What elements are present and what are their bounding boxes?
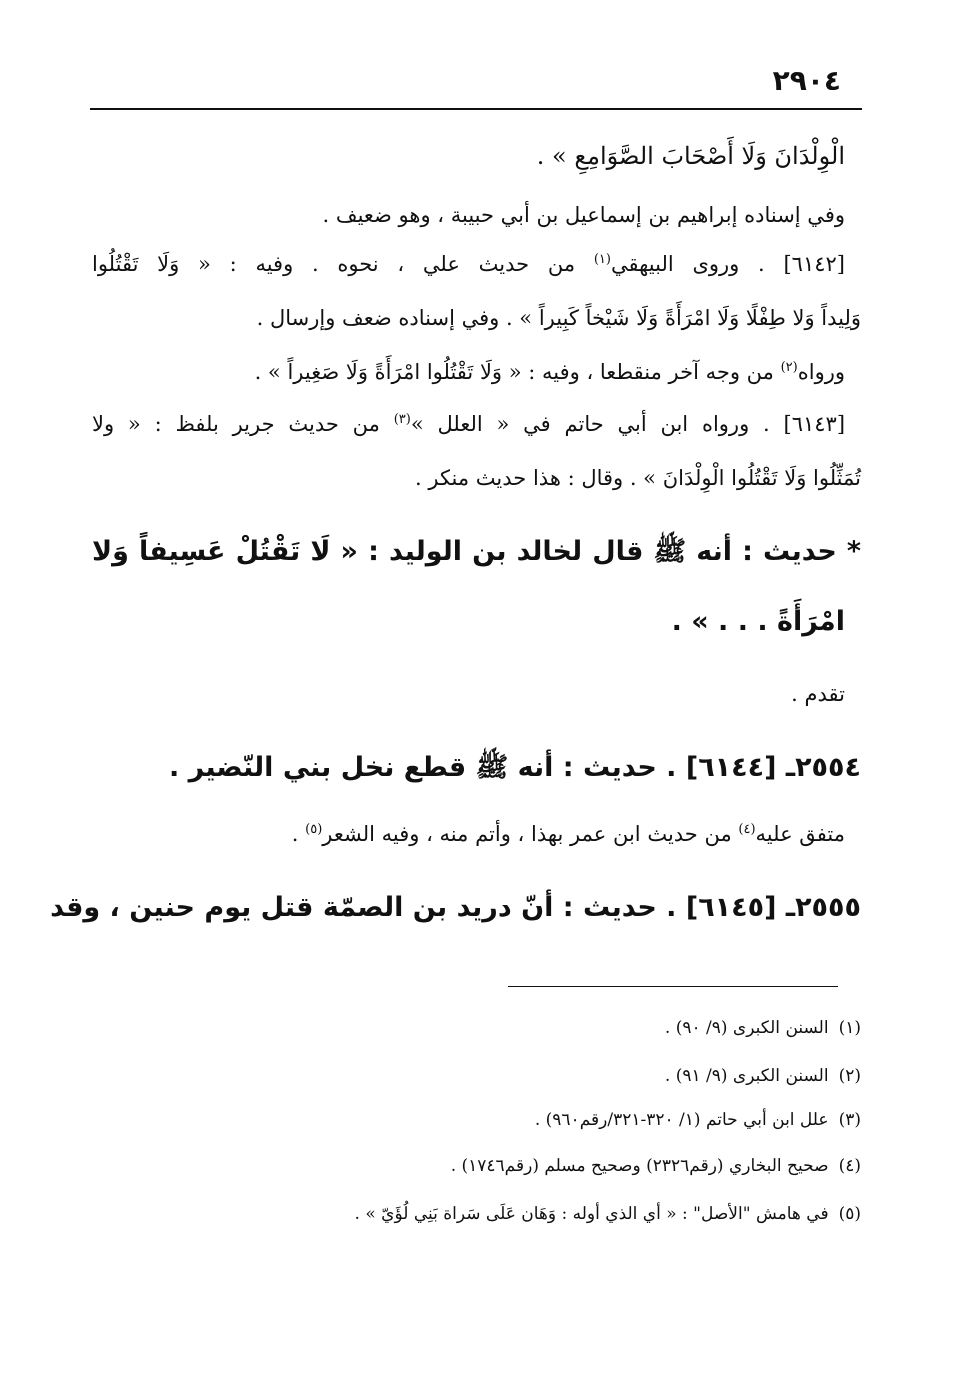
body-line-3-text-a: [٦١٤٢] . وروى البيهقي [610, 252, 845, 276]
hadith-heading-1-line-1: * حديث : أنه ﷺ قال لخالد بن الوليد : « لَا تَقْتُلْ عَسِيفاً وَلا [92, 536, 861, 567]
footnote-1 [665, 1018, 861, 1038]
footnote-3 [535, 1110, 861, 1130]
body-line-5-text-b: من وجه آخر منقطعا ، وفيه : « وَلَا تَقْتُلُوا امْرَأَةً وَلَا صَغِيراً » . [254, 360, 781, 384]
page-number: ٢٩٠٤ [772, 64, 841, 97]
footnote-ref-5: (٥) [305, 822, 323, 837]
note-muttafaq-text-c: . [291, 822, 306, 846]
footnote-2-number: (٢) [838, 1066, 861, 1086]
footnote-3-text: علل ابن أبي حاتم (١/ ٣٢٠-٣٢١/رقم٩٦٠) . [534, 1110, 829, 1130]
note-muttafaq-text-a: متفق عليه [755, 822, 845, 846]
footnote-4-text: صحيح البخاري (رقم٢٣٢٦) وصحيح مسلم (رقم١٧٤٦) . [450, 1156, 829, 1176]
body-line-2: وفي إسناده إبراهيم بن إسماعيل بن أبي حبيبة ، وهو ضعيف . [322, 203, 845, 227]
footnote-ref-2: (٢) [780, 360, 798, 375]
footnote-1-text: السنن الكبرى (٩/ ٩٠) . [664, 1018, 829, 1038]
footnote-5-number: (٥) [838, 1204, 861, 1224]
body-line-4: وَلِيداً وَلا طِفْلًا وَلَا امْرَأَةً وَلَا شَيْخاً كَبِيراً » . وفي إسناده ضعف وإرسال . [256, 306, 861, 330]
hadith-heading-2555: ٢٥٥٥ـ [٦١٤٥] . حديث : أنّ دريد بن الصمّة قتل يوم حنين ، وقد [50, 892, 861, 923]
body-line-1: الْوِلْدَانَ وَلَا أَصْحَابَ الصَّوَامِعِ » . [536, 142, 845, 170]
body-line-3-text-b: من حديث علي ، نحوه . وفيه : « وَلَا تَقْتُلُوا [92, 252, 594, 276]
hadith-heading-1-line-2: امْرَأَةً . . . » . [671, 606, 845, 637]
body-line-5-text-a: ورواه [797, 360, 845, 384]
footnote-rule [508, 986, 838, 987]
footnote-5-text: في هامش "الأصل" : « أي الذي أوله : وَهَان عَلَى سَراة بَنِي لُؤَيّ » . [354, 1204, 829, 1224]
body-line-3 [92, 252, 845, 277]
footnote-3-number: (٣) [838, 1110, 861, 1130]
footnote-1-number: (١) [838, 1018, 861, 1038]
footnote-5 [355, 1204, 861, 1224]
body-line-6-text-b: من حديث جرير بلفظ : « ولا [92, 412, 394, 436]
footnote-ref-1: (١) [593, 252, 611, 267]
header-rule [90, 108, 862, 110]
body-line-6 [92, 412, 845, 437]
footnote-ref-4: (٤) [738, 822, 756, 837]
body-line-5 [255, 360, 845, 385]
footnote-4 [451, 1156, 861, 1176]
note-muttafaq [292, 822, 845, 847]
body-line-6-text-a: [٦١٤٣] . ورواه ابن أبي حاتم في « العلل » [410, 412, 846, 436]
hadith-heading-2554: ٢٥٥٤ـ [٦١٤٤] . حديث : أنه ﷺ قطع نخل بني النّضير . [168, 752, 861, 783]
body-line-7: تُمَثِّلُوا وَلَا تَقْتُلُوا الْوِلْدَانَ » . وقال : هذا حديث منكر . [415, 466, 861, 490]
footnote-2 [665, 1066, 861, 1086]
footnote-2-text: السنن الكبرى (٩/ ٩١) . [664, 1066, 829, 1086]
footnote-ref-3: (٣) [393, 412, 411, 427]
note-muttafaq-text-b: من حديث ابن عمر بهذا ، وأتم منه ، وفيه الشعر [322, 822, 739, 846]
note-taqaddam: تقدم . [791, 682, 845, 706]
footnote-4-number: (٤) [838, 1156, 861, 1176]
